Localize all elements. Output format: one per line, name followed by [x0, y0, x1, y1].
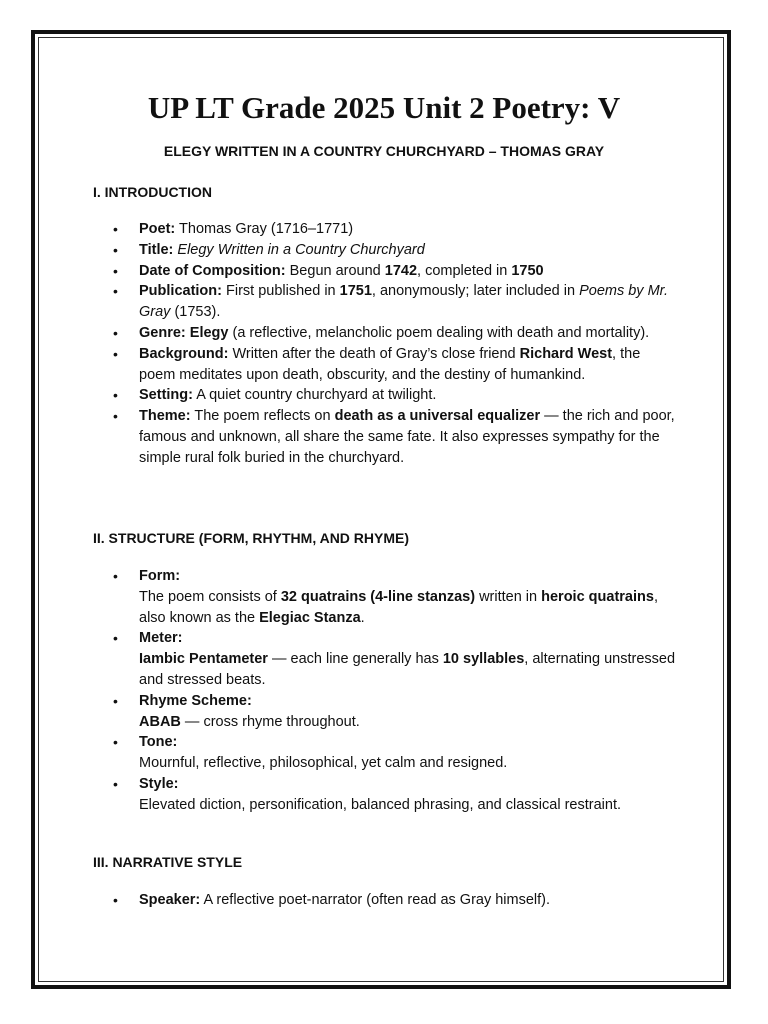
list-item-poet: [0, 219, 679, 240]
structure-list: [0, 566, 679, 816]
list-item-rhyme-scheme: [0, 691, 679, 733]
item-label: Setting:: [139, 387, 193, 404]
item-label: • Rhyme Scheme:: [139, 692, 252, 709]
item-bold: 1751: [339, 283, 372, 300]
section-heading-structure: II. STRUCTURE (FORM, RHYTHM, AND RHYME): [93, 530, 410, 546]
item-bold: 10 syllables: [442, 651, 525, 668]
item-label: Publication:: [139, 283, 222, 300]
item-label: • Style:: [139, 775, 179, 792]
list-item-theme: [0, 406, 679, 468]
page-border-inner: [38, 37, 724, 982]
list-item-date: [0, 261, 679, 282]
list-item-meter: [0, 628, 679, 690]
list-item-speaker: [0, 890, 679, 911]
item-text: written in: [475, 588, 542, 605]
section-heading-narrative-style: III. NARRATIVE STYLE: [93, 854, 243, 870]
item-label: Speaker:: [139, 892, 201, 908]
item-text: The poem reflects on: [190, 408, 335, 425]
list-item-style: [0, 774, 679, 816]
item-text: Thomas Gray (1716–1771): [175, 221, 354, 237]
item-bold: Elegiac Stanza: [259, 609, 361, 626]
item-text: , also known as the: [139, 588, 658, 626]
item-bold: Elegy: [185, 324, 229, 341]
item-text: A reflective poet-narrator (often read as Gray himself).: [200, 892, 551, 908]
introduction-list: [0, 219, 679, 469]
item-bold: 1742: [384, 262, 418, 279]
document-subtitle: ELEGY WRITTEN IN A COUNTRY CHURCHYARD – THOMAS GRAY: [163, 143, 605, 159]
item-bold: ABAB: [139, 713, 181, 730]
item-text: , completed in: [417, 262, 512, 279]
item-text: (a reflective, melancholic poem dealing with death and mortality).: [228, 324, 650, 341]
item-bold: Iambic Pentameter: [139, 651, 268, 668]
item-text: Elevated diction, personification, balanced phrasing, and classical restraint.: [139, 796, 621, 813]
list-item-tone: [0, 732, 679, 774]
item-text: — cross rhyme throughout.: [180, 713, 360, 730]
item-text: Mournful, reflective, philosophical, yet calm and resigned.: [139, 755, 508, 772]
item-bold: death as a universal equalizer: [334, 408, 541, 425]
item-text: Elegy Written in a Country Churchyard: [177, 241, 425, 258]
narrative-list: [0, 890, 679, 911]
item-label: Title:: [139, 241, 174, 258]
list-item-setting: [0, 385, 679, 406]
item-bold: heroic quatrains: [541, 588, 654, 605]
item-text: — the rich and poor, famous and unknown, all share the same fate. It also expresses sympathy for the simple rural folk buried in the churchyard.: [139, 408, 675, 466]
list-item-form: [0, 566, 679, 628]
item-italic: Poems by Mr. Gray: [139, 283, 668, 321]
item-text: , alternating unstressed and stressed beats.: [139, 651, 676, 688]
item-label: Theme:: [139, 408, 191, 425]
page-border: [31, 30, 731, 989]
section-heading-introduction: I. INTRODUCTION: [93, 184, 212, 200]
page-title: UP LT Grade 2025 Unit 2 Poetry: V: [147, 90, 621, 125]
list-item-genre: [0, 323, 679, 344]
item-text: Written after the death of Gray’s close friend: [228, 345, 520, 362]
item-label: Poet:: [139, 221, 176, 237]
list-item-background: [0, 344, 679, 386]
item-bold: 32 quatrains (4-line stanzas): [280, 588, 476, 605]
item-bold: Richard West: [519, 345, 613, 362]
list-item-title: [0, 240, 679, 261]
item-label: • Tone:: [139, 734, 178, 751]
item-text: A quiet country churchyard at twilight.: [192, 387, 437, 404]
item-text: Begun around: [285, 262, 385, 279]
item-text: .: [360, 609, 365, 626]
item-text: First published in: [221, 283, 340, 300]
list-item-publication: [0, 281, 679, 323]
item-label: Date of Composition:: [139, 262, 286, 279]
item-text: — each line generally has: [267, 651, 443, 668]
item-label: Background:: [139, 345, 229, 362]
item-text: The poem consists of: [139, 588, 281, 605]
item-text: , the poem meditates upon death, obscurity, and the destiny of humankind.: [139, 345, 641, 383]
item-label: Genre:: [139, 324, 186, 341]
item-bold: 1750: [511, 262, 544, 279]
item-label: • Form:: [139, 568, 181, 584]
item-text: (1753).: [170, 304, 221, 321]
item-label: • Meter:: [139, 630, 183, 647]
item-text: , anonymously; later included in: [371, 283, 580, 300]
